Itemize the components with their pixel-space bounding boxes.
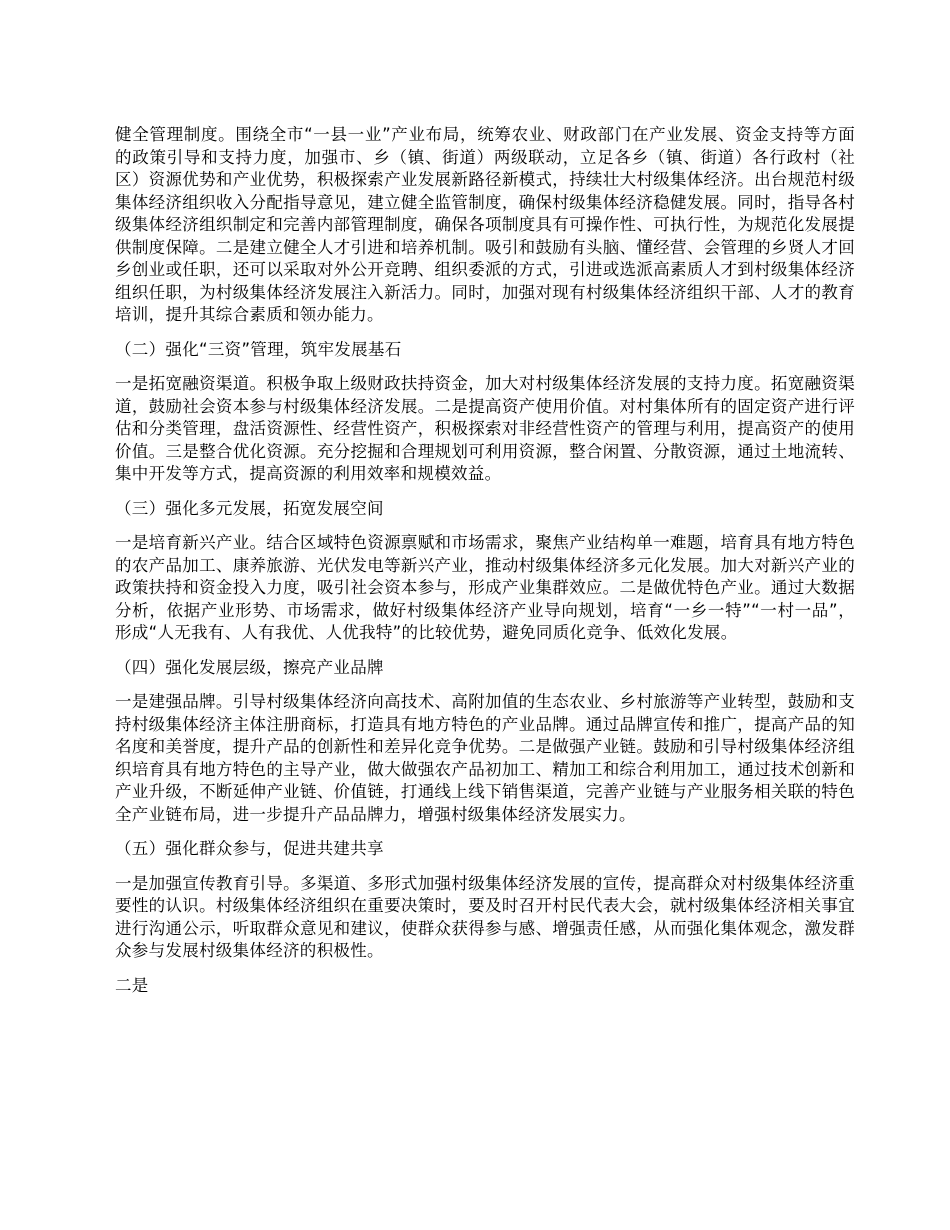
paragraph-industry-brand: 一是建强品牌。引导村级集体经济向高技术、高附加值的生态农业、乡村旅游等产业转型，鼓励和支持村级集体经济主体注册商标，打造具有地方特色的产业品牌。通过品牌宣传和推广，提高产品的知名度和美誉度，提升产品的创新性和差异化竞争优势。二是做强产业链。鼓励和引导村级集体经济组织培育具有地方特色的主导产业，做大做强农产品初加工、精加工和综合利用加工，通过技术创新和产业升级，不断延伸产业链、价值链，打通线上线下销售渠道，完善产业链与产业服务相关联的特色全产业链布局，进一步提升产品品牌力，增强村级集体经济发展实力。 [115, 692, 855, 824]
paragraph-truncated: 二是 [115, 975, 149, 995]
section-heading-4: （四）强化发展层级，擦亮产业品牌 [115, 657, 384, 677]
section-heading-5: （五）强化群众参与，促进共建共享 [115, 839, 384, 858]
section-heading-3: （三）强化多元发展，拓宽发展空间 [115, 498, 384, 518]
paragraph-management-system: 健全管理制度。围绕全市“一县一业”产业布局，统筹农业、财政部门在产业发展、资金支持等方面的政策引导和支持力度，加强市、乡（镇、街道）两级联动，立足各乡（镇、街道）各行政村（社区）资源优势和产业优势，积极探索产业发展新路径新模式，持续壮大村级集体经济。出台规范村级集体经济组织收入分配指导意见，建立健全监管制度，确保村级集体经济稳健发展。同时，指导各村级集体经济组织制定和完善内部管理制度，确保各项制度具有可操作性、可执行性，为规范化发展提供制度保障。二是建立健全人才引进和培养机制。吸引和鼓励有头脑、懂经营、会管理的乡贤人才回乡创业或任职，还可以采取对外公开竞聘、组织委派的方式，引进或选派高素质人才到村级集体经济组织任职，为村级集体经济发展注入新活力。同时，加强对现有村级集体经济组织干部、人才的教育培训，提升其综合素质和领办能力。 [115, 125, 855, 324]
paragraph-public-participation: 一是加强宣传教育引导。多渠道、多形式加强村级集体经济发展的宣传，提高群众对村级集体经济重要性的认识。村级集体经济组织在重要决策时，要及时召开村民代表大会，就村级集体经济相关事宜进行沟通公示，听取群众意见和建议，使群众获得参与感、增强责任感，从而强化集体观念，激发群众参与发展村级集体经济的积极性。 [115, 873, 855, 960]
paragraph-three-assets: 一是拓宽融资渠道。积极争取上级财政扶持资金，加大对村级集体经济发展的支持力度。拓宽融资渠道，鼓励社会资本参与村级集体经济发展。二是提高资产使用价值。对村集体所有的固定资产进行评估和分类管理，盘活资源性、经营性资产，积极探索对非经营性资产的管理与利用，提高资产的使用价值。三是整合优化资源。充分挖掘和合理规划可利用资源，整合闲置、分散资源，通过土地流转、集中开发等方式，提高资源的利用效率和规模效益。 [115, 374, 855, 483]
document-page [115, 124, 855, 1009]
section-heading-2: （二）强化“三资”管理，筑牢发展基石 [115, 339, 402, 359]
paragraph-diversified-development: 一是培育新兴产业。结合区域特色资源禀赋和市场需求，聚焦产业结构单一难题，培育具有地方特色的农产品加工、康养旅游、光伏发电等新兴产业，推动村级集体经济多元化发展。加大对新兴产业的政策扶持和资金投入力度，吸引社会资本参与，形成产业集群效应。二是做优特色产业。通过大数据分析，依据产业形势、市场需求，做好村级集体经济产业导向规划，培育“一乡一特”“一村一品”，形成“人无我有、人有我优、人优我特”的比较优势，避免同质化竞争、低效化发展。 [115, 533, 855, 642]
